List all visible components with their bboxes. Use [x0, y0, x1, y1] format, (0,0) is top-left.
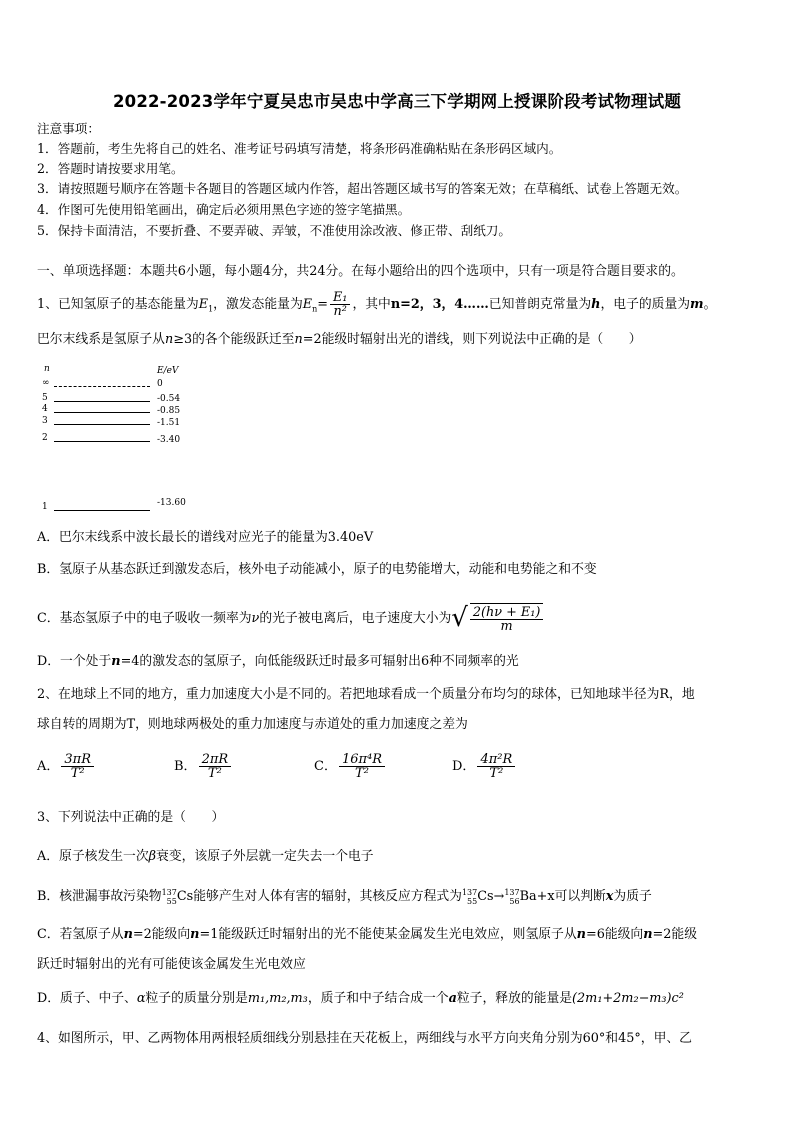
q1-n: n [164, 332, 174, 347]
note-item: 3．请按照题号顺序在答题卡各题目的答题区域内作答，超出答题区域书写的答案无效；在草稿纸、试卷上答题无效。 [37, 181, 688, 196]
q1-c-text: C．基态氢原子中的电子吸收一频率为 [37, 610, 252, 626]
choice-num: 16π⁴R [339, 753, 385, 767]
q3-option-a [37, 848, 374, 866]
note-item: 2．答题时请按要求用笔。 [37, 161, 184, 176]
q3-text: 为质子 [613, 889, 652, 904]
choice-den: T² [489, 766, 504, 781]
q1-n: n [294, 332, 303, 347]
level-energy: -0.85 [157, 406, 181, 416]
q3-option-c-line1 [37, 926, 697, 944]
level-energy: 0 [157, 379, 163, 389]
q1-frac-den: n² [333, 304, 347, 319]
level-n: 3 [42, 416, 48, 426]
q3-text: =2能级向 [132, 927, 191, 942]
q3-n: n [123, 927, 133, 942]
page-title: 2022-2023学年宁夏吴忠市吴忠中学高三下学期网上授课阶段考试物理试题 [112, 92, 682, 111]
choice-label: B． [174, 759, 197, 774]
q3-text: 可以判断 [554, 889, 606, 904]
q3-cs-atomic: 55 [467, 896, 478, 906]
q3-text: =1能级跃迁时辐射出的光不能使某金属发生光电效应，则氢原子从 [199, 927, 577, 942]
q1-text: ，电子的质量为 [600, 297, 691, 312]
q1-option-a: A．巴尔末线系中波长最长的谱线对应光子的能量为3.40eV [37, 530, 374, 545]
note-item: 1．答题前，考生先将自己的姓名、准考证号码填写清楚，将条形码准确粘贴在条形码区域内。 [37, 141, 562, 156]
q2-choice-a [37, 753, 96, 780]
choice-num: 3πR [61, 753, 94, 767]
level-line [54, 386, 150, 387]
q3-stem: 3、下列说法中正确的是（ ） [37, 810, 225, 825]
level-line [54, 441, 150, 442]
q3-alpha: α [136, 991, 146, 1006]
sqrt-symbol: √ $\frac{\text{2(hν + E₁)}}{m}$ [451, 600, 545, 637]
q1-text: 1、已知氢原子的基态能量为 [37, 297, 199, 312]
q3-text: 能够产生对人体有害的辐射，其核反应方程式为 [193, 889, 462, 904]
q3-text: 粒子的质量分别是 [145, 991, 248, 1006]
q1-text: =2能级时辐射出光的谱线，则下列说法中正确的是（ ） [302, 332, 642, 347]
diagram-n-label: n [44, 364, 50, 374]
q3-option-b [37, 886, 652, 908]
q1-option-d [37, 653, 519, 671]
q1-text: ，其中 [352, 297, 391, 312]
q1-d-text: D．一个处于 [37, 654, 112, 669]
q3-option-d [37, 990, 684, 1008]
notes-heading: 注意事项： [37, 121, 100, 136]
q3-text: 衰变，该原子外层就一定失去一个电子 [156, 849, 374, 864]
choice-den: T² [70, 766, 85, 781]
note-item: 5．保持卡面清洁，不要折叠、不要弄破、弄皱，不准使用涂改液、修正带、刮纸刀。 [37, 223, 511, 238]
diagram-e-label: E/eV [157, 366, 179, 376]
q1-option-b: B．氢原子从基态跃迁到激发态后，核外电子动能减小，原子的电势能增大，动能和电势能之和不变 [37, 562, 597, 577]
q1-e1-sub: 1 [208, 304, 214, 314]
q2-choice-d [452, 753, 517, 780]
q3-text: C．若氢原子从 [37, 927, 124, 942]
q3-cs-mass: 137 [461, 887, 478, 897]
q3-text: =6能级向 [585, 927, 644, 942]
level-energy: -0.54 [157, 394, 181, 404]
q2-stem-line2: 球自转的周期为T，则地球两极处的重力加速度与赤道处的重力加速度之差为 [37, 717, 468, 732]
q1-en-sub: n [312, 304, 318, 314]
q3-masses: m₁,m₂,m₃ [247, 991, 308, 1006]
q3-arrow: → [493, 889, 505, 904]
q1-h: h [591, 297, 601, 312]
q4-stem-line1: 4、如图所示，甲、乙两物体用两根轻质细线分别悬挂在天花板上，两细线与水平方向夹角分别为60°和45°，甲、乙 [37, 1031, 692, 1046]
q1-energy-fraction [330, 291, 350, 318]
q3-text: =2能级 [652, 927, 698, 942]
choice-label: D． [452, 759, 476, 774]
level-n: ∞ [42, 378, 50, 388]
level-energy: -13.60 [157, 498, 186, 508]
q1-c-den: m [500, 619, 513, 634]
q1-text: 巴尔末线系是氢原子从 [37, 332, 165, 347]
q1-d-text: =4的激发态的氢原子，向低能级跃迁时最多可辐射出6种不同频率的光 [120, 654, 519, 669]
q1-c-nu: ν [251, 610, 260, 626]
q3-cs: Cs [176, 889, 194, 904]
q3-text: A．原子核发生一次 [37, 849, 149, 864]
q1-e1: E [198, 297, 209, 312]
level-line [54, 412, 150, 413]
q3-ba: Ba+x [519, 889, 555, 904]
level-energy: -3.40 [157, 435, 181, 445]
q3-cs-atomic: 55 [166, 896, 177, 906]
q1-m: m [690, 297, 704, 312]
choice-num: 2πR [199, 753, 232, 767]
choice-num: 4π²R [477, 753, 515, 767]
level-n: 1 [42, 502, 48, 512]
q2-choice-b [174, 753, 233, 780]
q3-energy: (2m₁+2m₂−m₃)c² [572, 991, 684, 1006]
choice-den: T² [355, 766, 369, 781]
q3-cs: Cs [477, 889, 494, 904]
level-n: 4 [42, 404, 48, 414]
q2-choice-c [314, 753, 387, 780]
q1-stem-line2 [37, 331, 642, 349]
q3-option-c-line2: 跃迁时辐射出的光有可能使该金属发生光电效应 [37, 957, 306, 972]
energy-level-diagram [30, 362, 230, 522]
q3-n: n [643, 927, 653, 942]
choice-label: A． [37, 759, 60, 774]
q3-text: ，质子和中子结合成一个 [307, 991, 449, 1006]
q1-n-list: n=2，3，4…… [390, 297, 489, 312]
q1-frac-num: E₁ [330, 291, 350, 305]
q1-text: 已知普朗克常量为 [488, 297, 592, 312]
q3-text: D．质子、中子、 [37, 991, 137, 1006]
level-line [54, 401, 150, 402]
q3-cs-mass: 137 [161, 887, 177, 897]
level-n: 5 [42, 393, 48, 403]
q1-stem-line1 [37, 290, 716, 325]
q1-text: 。 [703, 297, 717, 312]
q1-c-num: 2(hν + E₁) [470, 606, 543, 620]
choice-den: T² [207, 766, 222, 781]
level-energy: -1.51 [157, 418, 181, 428]
q1-text: ≥3的各个能级跃迁至 [173, 332, 295, 347]
q1-eq: = [317, 297, 328, 312]
level-n: 2 [42, 433, 48, 443]
q1-d-n: n [111, 654, 121, 669]
q3-text: B．核泄漏事故污染物 [37, 889, 162, 904]
q1-en: E [302, 297, 313, 312]
q3-n: n [576, 927, 586, 942]
q3-beta: β [148, 849, 157, 864]
q1-c-text: 的光子被电离后，电子速度大小为 [259, 610, 452, 626]
q1-text: ，激发态能量为 [213, 297, 303, 312]
q1-option-c [37, 600, 545, 637]
choice-label: C． [314, 759, 337, 774]
q3-x: x [605, 889, 614, 904]
level-line [54, 510, 150, 511]
level-line [54, 424, 150, 425]
q3-n: n [190, 927, 200, 942]
q2-stem-line1: 2、在地球上不同的地方，重力加速度大小是不同的。若把地球看成一个质量分布均匀的球体，已知地球半径为R，地 [37, 687, 695, 702]
note-item: 4．作图可先使用铅笔画出，确定后必须用黑色字迹的签字笔描黑。 [37, 202, 411, 217]
section-heading: 一、单项选择题：本题共6小题，每小题4分，共24分。在每小题给出的四个选项中，只有一项是符合题目要求的。 [37, 264, 684, 279]
q3-text: 粒子，释放的能量是 [456, 991, 573, 1006]
q3-ba-atomic: 56 [509, 896, 520, 906]
q3-ba-mass: 137 [504, 887, 520, 897]
q3-a: a [448, 991, 457, 1006]
